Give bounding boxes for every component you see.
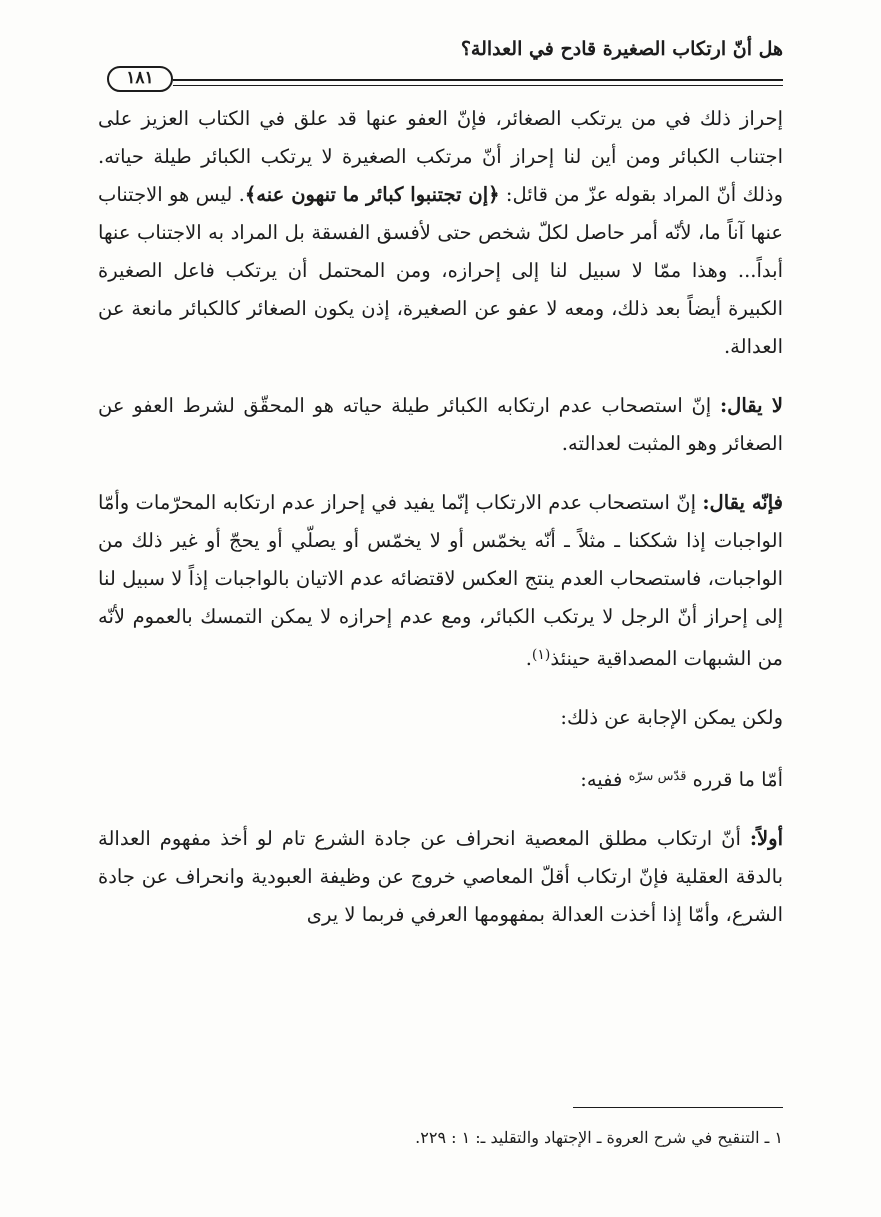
footnote-divider [573,1107,783,1108]
paragraph-3-text: إنّ استصحاب عدم الارتكاب إنّما يفيد في إحراز عدم ارتكابه المحرّمات وأمّا الواجبات إذا شككنا ـ مثلاً ـ أنّه يخمّس أو لا يخمّس أو يصلّي أو يحجّ أو غير ذلك من الواجبات، فاستصحاب العدم ينتج العكس لاقتضائه عدم الاتيان بالواجبات إذاً لا سبيل لنا إلى إحراز أنّ الرجل لا يرتكب الكبائر، ومع عدم إحرازه لا يمكن التمسك بالعموم لأنّه من الشبهات المصداقية حينئذ [98,491,783,670]
quran-verse: ﴿إن تجتنبوا كبائر ما تنهون عنه﴾ [244,183,500,206]
paragraph-3-lead: فإنّه يقال: [702,491,783,514]
paragraph-5-text-a: أمّا ما قرره [686,768,783,791]
paragraph-5-text-b: ففيه: [580,768,629,791]
honorific-symbol: قدّس سرّه [628,769,687,784]
paragraph-6-lead: أولاً: [749,827,783,850]
footnote-marker[interactable]: (١) [531,647,551,663]
paragraph-4-text: ولكن يمكن الإجابة عن ذلك: [560,706,783,729]
paragraph-6-text: أنّ ارتكاب مطلق المعصية انحراف عن جادة الشرع تام لو أخذ مفهوم العدالة بالدقة العقلية فإنّ ارتكاب أقلّ المعاصي خروج عن وظيفة العبودية وانحراف عن جادة الشرع، وأمّا إذا أخذت العدالة بمفهومها العرفي فربما لا يرى [98,827,783,926]
header-rule [173,79,783,81]
paragraph-6 [98,820,783,934]
paragraph-4 [98,699,783,737]
paragraph-3-end: . [525,647,532,670]
paragraph-1-text-a: إحراز ذلك في من يرتكب الصغائر، فإنّ العفو عنها قد علق في الكتاب العزيز على اجتناب الكبائر ومن أين لنا إحراز أنّ مرتكب الصغيرة لا يرتكب الكبائر طيلة حياته. وذلك أنّ المراد بقوله عزّ من قائل: [98,107,783,206]
page-number: ١٨١ [107,66,173,92]
paragraph-2-lead: لا يقال: [719,394,783,417]
main-text [98,100,783,934]
paragraph-3 [98,484,783,678]
header-rule-thin [173,85,783,86]
page-header [95,34,783,90]
paragraph-2-text: إنّ استصحاب عدم ارتكابه الكبائر طيلة حياته هو المحقّق لشرط العفو عن الصغائر وهو المثبت لعدالته. [98,394,783,455]
paragraph-2 [98,387,783,463]
paragraph-5 [98,758,783,799]
paragraph-1 [98,100,783,366]
footnote: ١ ـ التنقيح في شرح العروة ـ الإجتهاد والتقليد ـ: ١ : ٢٢٩. [415,1128,783,1147]
running-title: هل أنّ ارتكاب الصغيرة قادح في العدالة؟ [460,38,783,60]
paragraph-1-text-b: . ليس هو الاجتناب عنها آناً ما، لأنّه أمر حاصل لكلّ شخص حتى لأفسق الفسقة بل المراد به الاجتناب عنها أبداً... وهذا ممّا لا سبيل لنا إلى إحرازه، ومن المحتمل أن يرتكب فاعل الصغيرة الكبيرة أيضاً بعد ذلك، ومعه لا عفو عن الصغيرة، إذن يكون الصغائر كالكبائر مانعة عن العدالة. [98,183,783,358]
